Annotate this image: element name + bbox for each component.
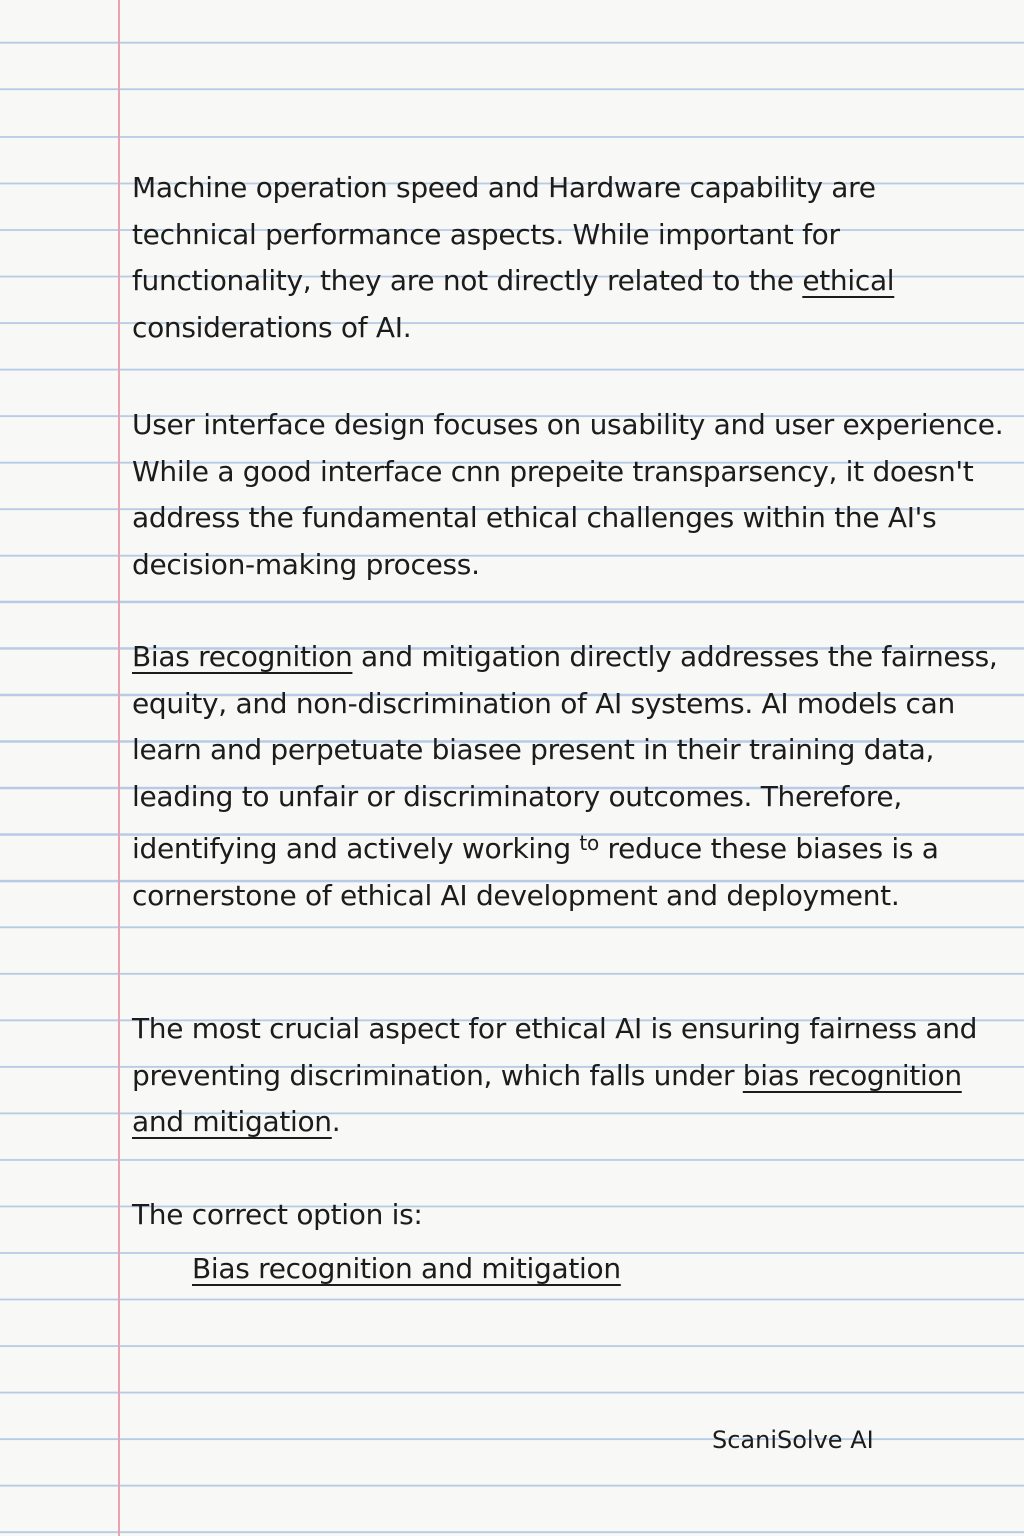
paragraph-bias <box>132 634 1004 919</box>
inserted-word: to <box>579 831 599 855</box>
paragraph-conclusion <box>132 1006 1004 1146</box>
signature: ScaniSolve AI <box>712 1426 874 1454</box>
underlined-answer-phrase: bias recognition and mitigation <box>132 1058 962 1138</box>
paragraph-text: The most crucial aspect for ethical AI is ensuring fairness and preventing discrimination, which falls under <box>132 1012 978 1092</box>
paragraph-text-end: reduce these biases is a cornerstone of ethical AI development and deployment. <box>132 832 939 912</box>
final-answer: Bias recognition and mitigation <box>192 1252 621 1285</box>
underlined-bias-recognition: Bias recognition <box>132 640 353 673</box>
paragraph-interface <box>132 402 1004 588</box>
paragraph-text: Machine operation speed and Hardware capability are technical performance aspects. While important for functionality, they are not directly related to the <box>132 171 876 297</box>
margin-line <box>118 0 120 1536</box>
paragraph-text-end: . <box>331 1105 341 1138</box>
underlined-ethical: ethical <box>802 264 895 297</box>
paragraph-hardware <box>132 165 1004 351</box>
paragraph-text: User interface design focuses on usability and user experience. While a good interface cnn prepeite transparsency, it doesn't address the fundamental ethical challenges within the AI's decision-making process. <box>132 408 1004 581</box>
paragraph-text-end: considerations of AI. <box>132 310 412 344</box>
correct-option-label <box>132 1192 1004 1239</box>
paragraph-text: and mitigation directly addresses the fairness, equity, and non-discrimination of AI systems. AI models can learn and perpetuate biasee present in their training data, leading to unfair or discriminatory outcomes. Therefore, identifying and actively working <box>132 640 998 865</box>
paragraph-text: The correct option is: <box>132 1198 423 1231</box>
